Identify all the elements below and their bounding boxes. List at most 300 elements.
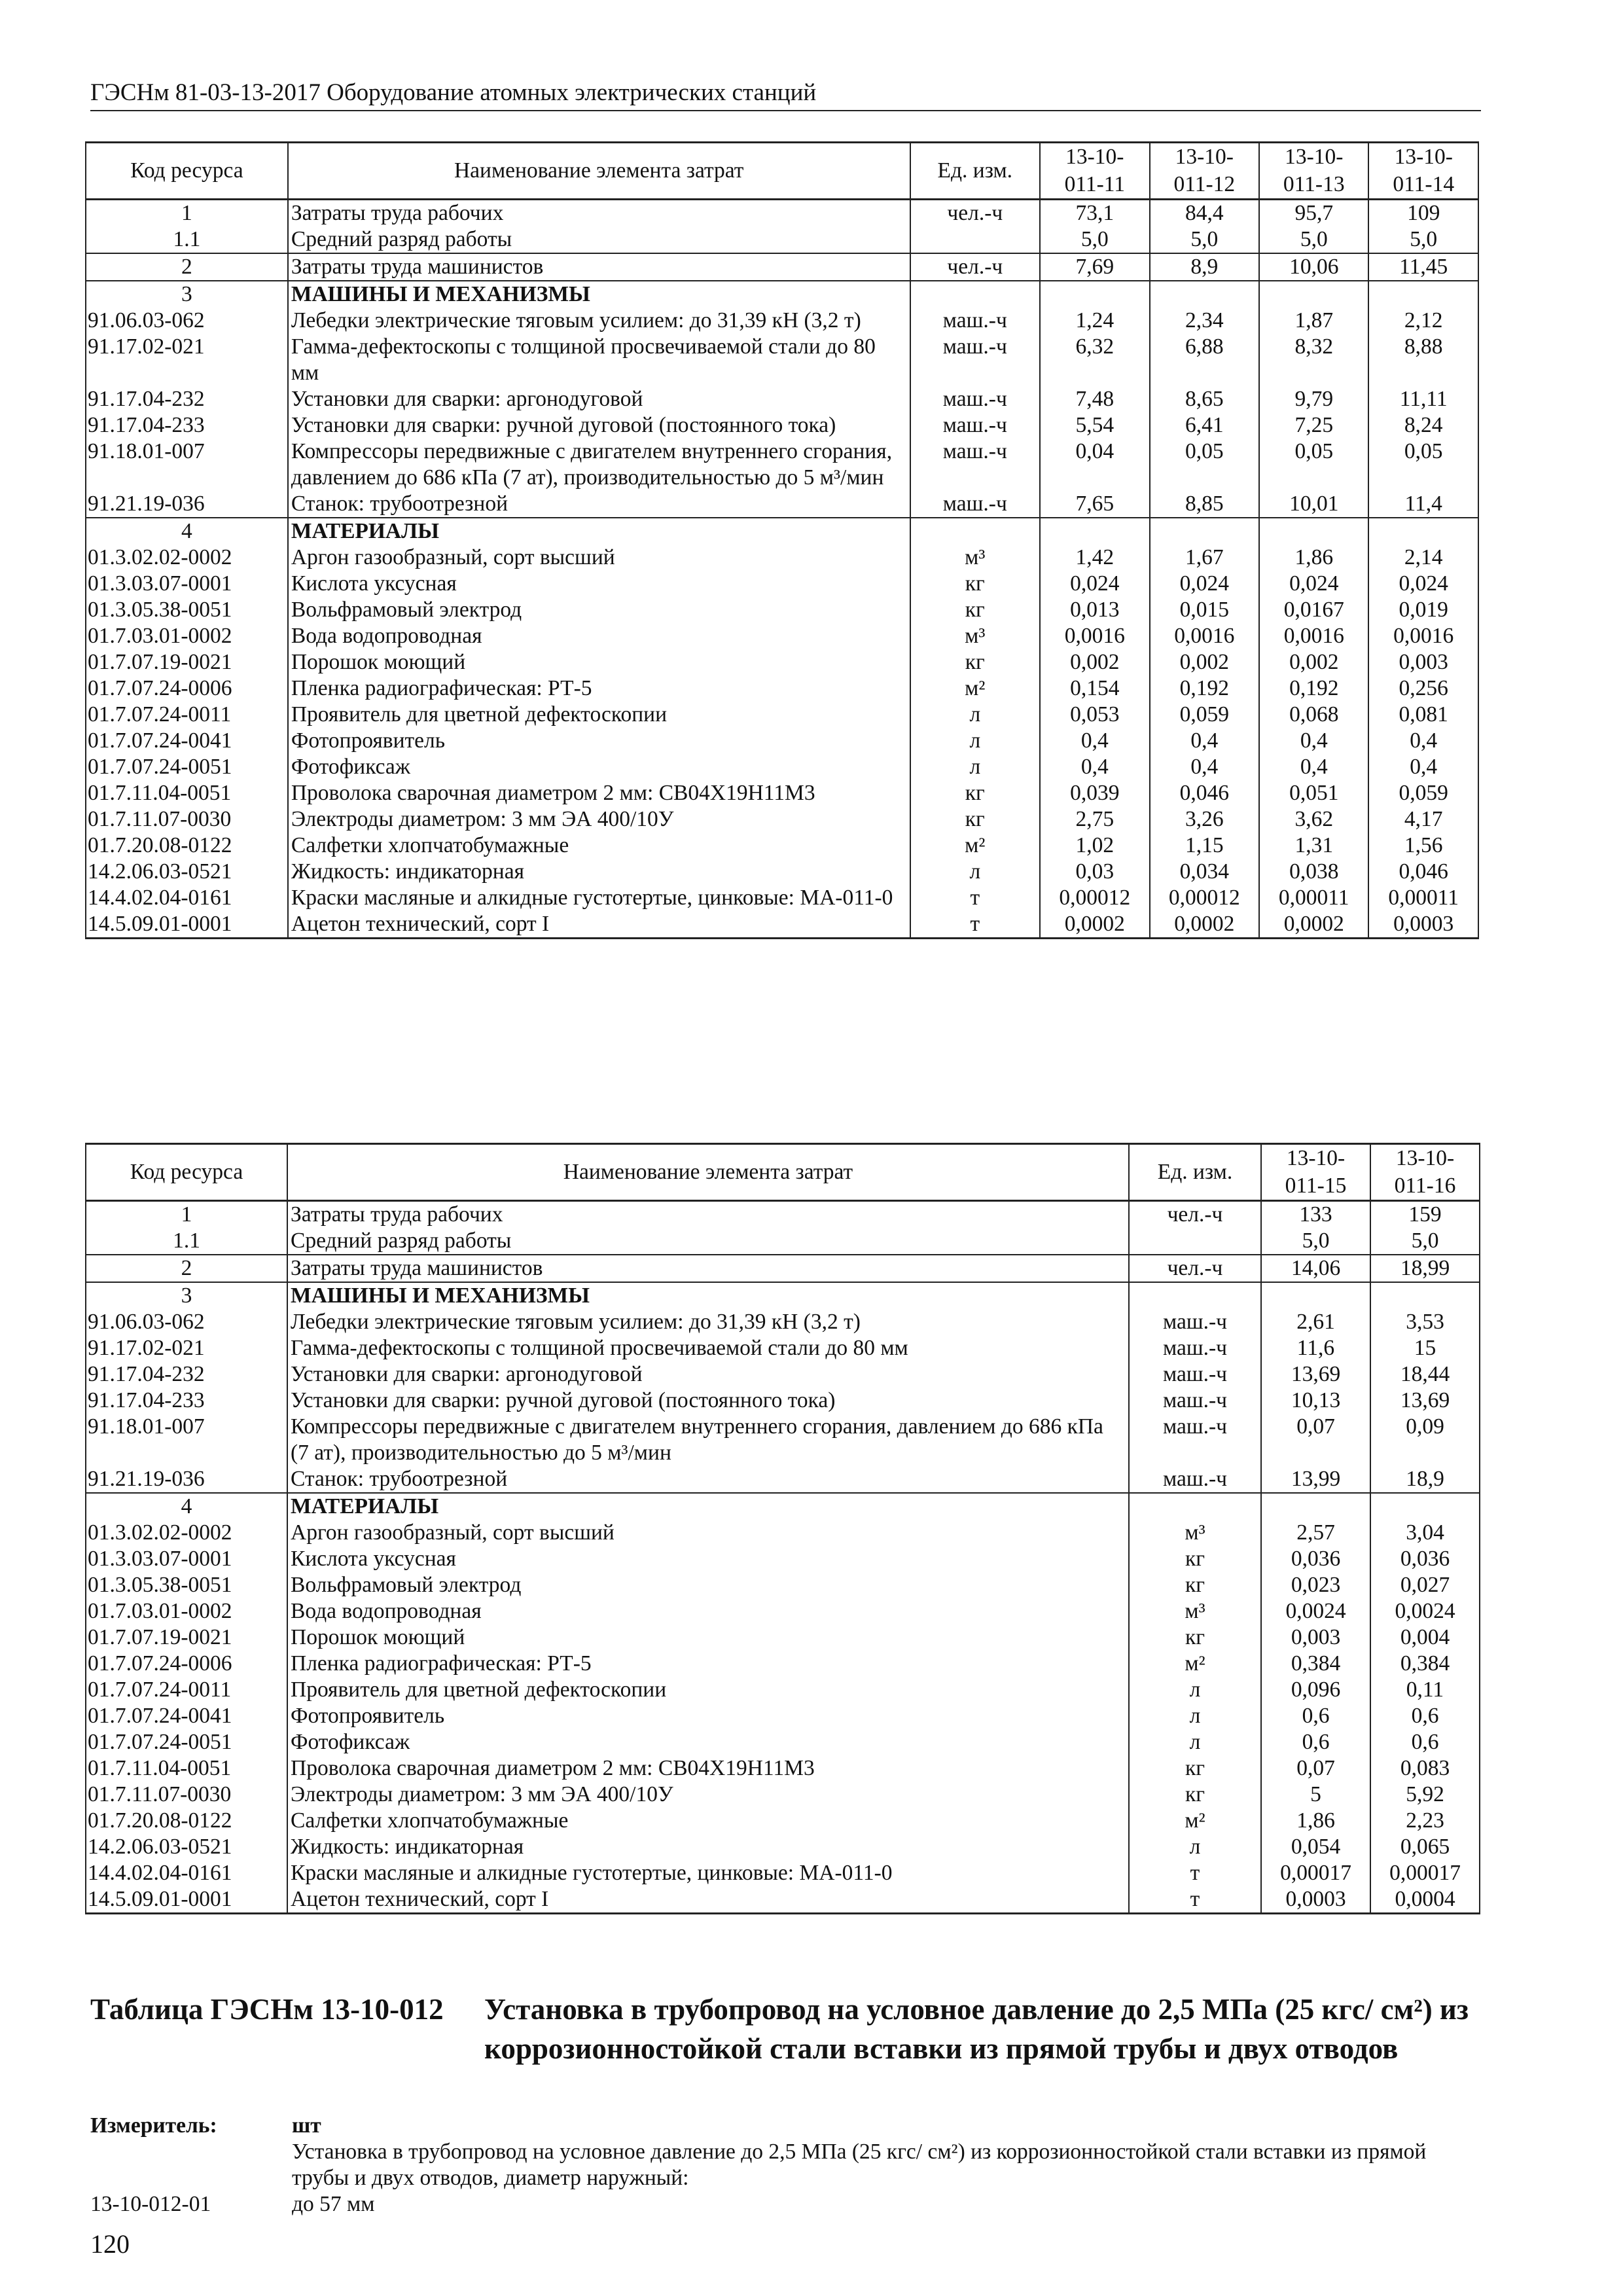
resource-unit: кг (910, 571, 1041, 597)
resource-name: Вольфрамовый электрод (287, 1572, 1129, 1598)
table-row (86, 1860, 1480, 1886)
resource-value: 5,0 (1368, 226, 1478, 253)
resource-code: 14.5.09.01-0001 (86, 1886, 287, 1914)
resource-code: 91.17.02-021 (86, 1335, 287, 1361)
resource-value: 2,14 (1368, 545, 1478, 571)
resource-value: 0,0167 (1259, 597, 1368, 623)
resource-name: Электроды диаметром: 3 мм ЭА 400/10У (288, 806, 910, 833)
table-row (86, 1624, 1480, 1651)
resource-value: 8,24 (1368, 412, 1478, 439)
resource-name: Лебедки электрические тяговым усилием: до 31,39 кН (3,2 т) (288, 308, 910, 334)
resource-value: 0,034 (1150, 859, 1259, 885)
col-header-12: 13-10- 011-12 (1150, 143, 1259, 200)
resource-value: 0,05 (1150, 439, 1259, 491)
resource-name: МАШИНЫ И МЕХАНИЗМЫ (287, 1282, 1129, 1309)
item-text: до 57 мм (292, 2192, 375, 2216)
resource-value: 0,038 (1259, 859, 1368, 885)
resource-value: 2,34 (1150, 308, 1259, 334)
resource-name: Компрессоры передвижные с двигателем внутреннего сгорания, давлением до 686 кПа (7 ат), производительностью до 5 м³/мин (287, 1414, 1129, 1466)
item-code: 13-10-012-01 (90, 2192, 211, 2216)
resource-value: 0,053 (1040, 702, 1149, 728)
resource-unit: т (1129, 1860, 1261, 1886)
table-row (86, 1651, 1480, 1677)
resource-code: 2 (86, 253, 288, 281)
resource-value: 0,192 (1259, 675, 1368, 702)
resource-unit: л (1129, 1677, 1261, 1703)
table-row (86, 623, 1478, 649)
resource-code: 91.18.01-007 (86, 439, 288, 491)
resource-name: МАШИНЫ И МЕХАНИЗМЫ (288, 281, 910, 308)
resource-value: 5,0 (1261, 1228, 1370, 1255)
resource-value: 0,083 (1370, 1755, 1480, 1782)
resource-value: 8,65 (1150, 386, 1259, 412)
resource-name: Порошок моющий (287, 1624, 1129, 1651)
resource-unit (910, 518, 1041, 545)
resource-value: 0,384 (1370, 1651, 1480, 1677)
table-row (86, 859, 1478, 885)
resource-value: 10,01 (1259, 491, 1368, 518)
resource-value: 3,04 (1370, 1520, 1480, 1546)
resource-value: 0,013 (1040, 597, 1149, 623)
resource-value: 0,4 (1040, 728, 1149, 754)
resource-name: Фотопроявитель (287, 1703, 1129, 1729)
resource-value: 0,0016 (1040, 623, 1149, 649)
resource-value: 0,0002 (1150, 911, 1259, 939)
resource-name: Фотофиксаж (288, 754, 910, 780)
resource-value: 2,57 (1261, 1520, 1370, 1546)
table-row (86, 412, 1478, 439)
table-row (86, 386, 1478, 412)
resource-code: 3 (86, 281, 288, 308)
resource-code: 3 (86, 1282, 287, 1309)
resource-name: Средний разряд работы (287, 1228, 1129, 1255)
resource-name: Установки для сварки: ручной дуговой (постоянного тока) (287, 1388, 1129, 1414)
resource-name: Гамма-дефектоскопы с толщиной просвечиваемой стали до 80 мм (287, 1335, 1129, 1361)
resource-unit: л (910, 702, 1041, 728)
resource-value: 0,4 (1040, 754, 1149, 780)
resource-value (1261, 1493, 1370, 1520)
resource-code: 01.7.07.24-0011 (86, 1677, 287, 1703)
table-row (86, 439, 1478, 491)
table-row (86, 1335, 1480, 1361)
resource-value: 0,4 (1368, 728, 1478, 754)
resource-code: 14.2.06.03-0521 (86, 1834, 287, 1860)
resource-code: 01.7.07.24-0006 (86, 675, 288, 702)
resource-value: 0,003 (1261, 1624, 1370, 1651)
resource-value: 0,07 (1261, 1755, 1370, 1782)
resource-unit (1129, 1493, 1261, 1520)
resource-code: 01.7.20.08-0122 (86, 833, 288, 859)
resource-unit: л (910, 754, 1041, 780)
resource-unit: кг (910, 597, 1041, 623)
table-row (86, 728, 1478, 754)
resource-value: 5,92 (1370, 1782, 1480, 1808)
resource-value: 1,42 (1040, 545, 1149, 571)
resource-value: 159 (1370, 1201, 1480, 1229)
resource-value (1261, 1282, 1370, 1309)
resource-value: 13,69 (1370, 1388, 1480, 1414)
resource-unit: маш.-ч (910, 439, 1041, 491)
table-row (86, 1255, 1480, 1282)
resource-value: 9,79 (1259, 386, 1368, 412)
meter-description: Установка в трубопровод на условное давление до 2,5 МПа (25 кгс/ см²) из коррозионностойкой стали вставки из прямой трубы и двух отводов, диаметр наружный: (292, 2140, 1427, 2190)
resource-name: Проявитель для цветной дефектоскопии (287, 1677, 1129, 1703)
resource-value: 0,051 (1259, 780, 1368, 806)
resource-value: 8,32 (1259, 334, 1368, 386)
resource-name: Установки для сварки: аргонодуговой (288, 386, 910, 412)
resource-code: 91.17.02-021 (86, 334, 288, 386)
table-row (86, 1228, 1480, 1255)
table-row (86, 1309, 1480, 1335)
table-row (86, 1466, 1480, 1493)
resource-unit: маш.-ч (910, 412, 1041, 439)
resource-value: 0,05 (1368, 439, 1478, 491)
resource-value: 10,13 (1261, 1388, 1370, 1414)
col-header-unit: Ед. изм. (1129, 1144, 1261, 1201)
page-number: 120 (90, 2229, 130, 2259)
table-row (86, 253, 1478, 281)
resource-value: 0,154 (1040, 675, 1149, 702)
table-row (86, 885, 1478, 911)
resource-name: Средний разряд работы (288, 226, 910, 253)
col-header-14: 13-10- 011-14 (1368, 143, 1478, 200)
resource-unit: м² (910, 833, 1041, 859)
resource-name: Салфетки хлопчатобумажные (288, 833, 910, 859)
table-row (86, 806, 1478, 833)
resource-code: 01.7.03.01-0002 (86, 1598, 287, 1624)
resource-value: 0,09 (1370, 1414, 1480, 1466)
resource-value: 0,192 (1150, 675, 1259, 702)
resource-value: 1,56 (1368, 833, 1478, 859)
resource-name: Вода водопроводная (287, 1598, 1129, 1624)
resource-code: 01.3.05.38-0051 (86, 597, 288, 623)
resource-value: 0,00011 (1259, 885, 1368, 911)
resource-unit (1129, 1282, 1261, 1309)
resource-name: Аргон газообразный, сорт высший (287, 1520, 1129, 1546)
resource-unit: маш.-ч (910, 334, 1041, 386)
resource-value (1040, 518, 1149, 545)
resource-unit: кг (1129, 1755, 1261, 1782)
table-row (86, 1808, 1480, 1834)
table-row (86, 833, 1478, 859)
resource-code: 2 (86, 1255, 287, 1282)
resource-value: 0,046 (1150, 780, 1259, 806)
resource-value: 0,096 (1261, 1677, 1370, 1703)
resource-code: 91.21.19-036 (86, 491, 288, 518)
resource-value: 0,015 (1150, 597, 1259, 623)
table-row (86, 1388, 1480, 1414)
resource-unit: м³ (1129, 1520, 1261, 1546)
table-row (86, 281, 1478, 308)
resource-value: 0,00017 (1261, 1860, 1370, 1886)
resource-unit: кг (910, 806, 1041, 833)
resource-unit (910, 281, 1041, 308)
table-row (86, 702, 1478, 728)
resource-code: 01.7.11.04-0051 (86, 1755, 287, 1782)
resource-unit: л (1129, 1834, 1261, 1860)
resource-name: Проволока сварочная диаметром 2 мм: СВ04Х19Н11М3 (288, 780, 910, 806)
resource-unit: л (1129, 1729, 1261, 1755)
table-row (86, 226, 1478, 253)
col-header-15: 13-10- 011-15 (1261, 1144, 1370, 1201)
resource-name: Ацетон технический, сорт I (288, 911, 910, 939)
resource-value: 14,06 (1261, 1255, 1370, 1282)
table-row (86, 1201, 1480, 1229)
resource-value: 7,69 (1040, 253, 1149, 281)
resource-value: 1,15 (1150, 833, 1259, 859)
resource-code: 91.17.04-232 (86, 1361, 287, 1388)
resource-unit: чел.-ч (910, 253, 1041, 281)
resource-unit: чел.-ч (1129, 1255, 1261, 1282)
resource-value: 8,9 (1150, 253, 1259, 281)
resource-code: 1.1 (86, 226, 288, 253)
resource-code: 91.17.04-232 (86, 386, 288, 412)
resource-code: 91.17.04-233 (86, 1388, 287, 1414)
resource-unit: т (910, 911, 1041, 939)
resource-code: 01.7.07.24-0011 (86, 702, 288, 728)
resource-code: 01.7.07.24-0051 (86, 754, 288, 780)
resource-value: 73,1 (1040, 200, 1149, 227)
resource-name: Ацетон технический, сорт I (287, 1886, 1129, 1914)
resource-code: 14.5.09.01-0001 (86, 911, 288, 939)
table-row (86, 200, 1478, 227)
resource-name: Фотофиксаж (287, 1729, 1129, 1755)
table-row (86, 911, 1478, 939)
resource-code: 01.7.07.24-0006 (86, 1651, 287, 1677)
resource-value: 0,002 (1150, 649, 1259, 675)
resource-value: 18,99 (1370, 1255, 1480, 1282)
resource-code: 01.7.07.24-0041 (86, 1703, 287, 1729)
resource-value: 133 (1261, 1201, 1370, 1229)
resource-name: Порошок моющий (288, 649, 910, 675)
resource-value: 0,6 (1370, 1729, 1480, 1755)
resource-code: 91.06.03-062 (86, 1309, 287, 1335)
resource-value: 0,024 (1150, 571, 1259, 597)
resource-value: 6,41 (1150, 412, 1259, 439)
resource-value (1259, 518, 1368, 545)
table-row (86, 1703, 1480, 1729)
table-row (86, 1598, 1480, 1624)
resource-unit: чел.-ч (910, 200, 1041, 227)
resource-value: 0,11 (1370, 1677, 1480, 1703)
resource-value: 0,4 (1259, 728, 1368, 754)
table-row (86, 675, 1478, 702)
table-row (86, 1755, 1480, 1782)
table-row (86, 1361, 1480, 1388)
resource-code: 91.21.19-036 (86, 1466, 287, 1493)
resource-unit: маш.-ч (910, 386, 1041, 412)
table-header-row (86, 1144, 1480, 1201)
resource-unit: м² (1129, 1651, 1261, 1677)
resource-code: 91.17.04-233 (86, 412, 288, 439)
resource-value: 1,86 (1261, 1808, 1370, 1834)
resource-name: Пленка радиографическая: РТ-5 (287, 1651, 1129, 1677)
resource-unit: л (910, 728, 1041, 754)
resource-value: 5,0 (1370, 1228, 1480, 1255)
resource-code: 4 (86, 1493, 287, 1520)
resource-code: 01.7.07.19-0021 (86, 1624, 287, 1651)
resource-value: 0,081 (1368, 702, 1478, 728)
resource-value: 18,44 (1370, 1361, 1480, 1388)
resource-code: 01.3.03.07-0001 (86, 571, 288, 597)
resource-name: Проявитель для цветной дефектоскопии (288, 702, 910, 728)
resource-value: 3,26 (1150, 806, 1259, 833)
table-row (86, 491, 1478, 518)
resource-value: 0,002 (1259, 649, 1368, 675)
resource-name: Затраты труда машинистов (288, 253, 910, 281)
resource-value (1368, 518, 1478, 545)
resource-value: 0,024 (1368, 571, 1478, 597)
resource-code: 01.7.07.24-0051 (86, 1729, 287, 1755)
resource-unit: маш.-ч (1129, 1309, 1261, 1335)
resource-value: 0,05 (1259, 439, 1368, 491)
resource-value: 0,00011 (1368, 885, 1478, 911)
resource-name: МАТЕРИАЛЫ (287, 1493, 1129, 1520)
resource-value: 84,4 (1150, 200, 1259, 227)
resource-value: 0,0004 (1370, 1886, 1480, 1914)
resource-name: Станок: трубоотрезной (287, 1466, 1129, 1493)
resource-value: 0,046 (1368, 859, 1478, 885)
resource-value: 4,17 (1368, 806, 1478, 833)
resource-value: 0,384 (1261, 1651, 1370, 1677)
resource-unit: маш.-ч (1129, 1361, 1261, 1388)
resource-value: 6,88 (1150, 334, 1259, 386)
resource-name: Электроды диаметром: 3 мм ЭА 400/10У (287, 1782, 1129, 1808)
resource-value (1370, 1282, 1480, 1309)
resource-value: 0,04 (1040, 439, 1149, 491)
resource-value: 8,85 (1150, 491, 1259, 518)
table-row (86, 1677, 1480, 1703)
resource-unit: т (1129, 1886, 1261, 1914)
resource-value (1259, 281, 1368, 308)
table-row (86, 1546, 1480, 1572)
resource-value (1040, 281, 1149, 308)
resource-unit: маш.-ч (1129, 1335, 1261, 1361)
resource-name: Краски масляные и алкидные густотертые, цинковые: МА-011-0 (288, 885, 910, 911)
resource-unit: маш.-ч (910, 308, 1041, 334)
resource-value: 0,4 (1150, 754, 1259, 780)
resource-value: 0,0016 (1368, 623, 1478, 649)
resource-unit: м² (910, 675, 1041, 702)
resource-value: 1,67 (1150, 545, 1259, 571)
resource-value: 0,0016 (1150, 623, 1259, 649)
resource-value: 0,0003 (1368, 911, 1478, 939)
resource-code: 1.1 (86, 1228, 287, 1255)
resource-value: 3,62 (1259, 806, 1368, 833)
col-header-13: 13-10- 011-13 (1259, 143, 1368, 200)
resource-value: 11,4 (1368, 491, 1478, 518)
resource-code: 1 (86, 1201, 287, 1229)
table-row (86, 545, 1478, 571)
resource-value: 0,6 (1261, 1729, 1370, 1755)
resource-value: 11,11 (1368, 386, 1478, 412)
resource-value: 109 (1368, 200, 1478, 227)
table-row (86, 518, 1478, 545)
resource-value: 1,31 (1259, 833, 1368, 859)
resource-value: 0,00012 (1040, 885, 1149, 911)
resource-value: 11,45 (1368, 253, 1478, 281)
resource-value: 0,0024 (1370, 1598, 1480, 1624)
col-header-code: Код ресурса (86, 143, 288, 200)
resource-value: 0,024 (1259, 571, 1368, 597)
resource-code: 14.4.02.04-0161 (86, 1860, 287, 1886)
resource-value: 0,004 (1370, 1624, 1480, 1651)
resource-value: 0,002 (1040, 649, 1149, 675)
resource-name: Установки для сварки: ручной дуговой (постоянного тока) (288, 412, 910, 439)
resource-name: Кислота уксусная (288, 571, 910, 597)
col-header-16: 13-10- 011-16 (1370, 1144, 1480, 1201)
resource-value: 0,036 (1370, 1546, 1480, 1572)
resource-name: Краски масляные и алкидные густотертые, цинковые: МА-011-0 (287, 1860, 1129, 1886)
resource-name: Проволока сварочная диаметром 2 мм: СВ04Х19Н11М3 (287, 1755, 1129, 1782)
resource-name: Установки для сварки: аргонодуговой (287, 1361, 1129, 1388)
table-row (86, 308, 1478, 334)
resource-value: 1,86 (1259, 545, 1368, 571)
resource-value: 13,99 (1261, 1466, 1370, 1493)
table-row (86, 571, 1478, 597)
table-row (86, 1520, 1480, 1546)
table-row (86, 780, 1478, 806)
table-row (86, 1834, 1480, 1860)
table-row (86, 1572, 1480, 1598)
resource-value: 0,019 (1368, 597, 1478, 623)
resource-table-2 (85, 1143, 1480, 1914)
table-row (86, 1282, 1480, 1309)
table-body (86, 1201, 1480, 1914)
resource-name: Жидкость: индикаторная (288, 859, 910, 885)
resource-unit: кг (910, 780, 1041, 806)
resource-value: 0,0002 (1259, 911, 1368, 939)
resource-unit (910, 226, 1041, 253)
table-row (86, 649, 1478, 675)
resource-value: 0,4 (1150, 728, 1259, 754)
table-row (86, 1414, 1480, 1466)
table-row (86, 1886, 1480, 1914)
resource-value: 18,9 (1370, 1466, 1480, 1493)
resource-value: 0,4 (1368, 754, 1478, 780)
resource-code: 01.7.11.07-0030 (86, 806, 288, 833)
resource-code: 01.7.11.07-0030 (86, 1782, 287, 1808)
resource-unit: м² (1129, 1808, 1261, 1834)
resource-value: 2,12 (1368, 308, 1478, 334)
resource-value: 10,06 (1259, 253, 1368, 281)
resource-unit: л (910, 859, 1041, 885)
resource-name: Кислота уксусная (287, 1546, 1129, 1572)
col-header-code: Код ресурса (86, 1144, 287, 1201)
resource-value: 2,23 (1370, 1808, 1480, 1834)
resource-value: 0,00012 (1150, 885, 1259, 911)
resource-value: 7,25 (1259, 412, 1368, 439)
resource-value: 0,4 (1259, 754, 1368, 780)
resource-value: 0,059 (1368, 780, 1478, 806)
table-row (86, 1493, 1480, 1520)
resource-value (1368, 281, 1478, 308)
resource-name: Гамма-дефектоскопы с толщиной просвечиваемой стали до 80 мм (288, 334, 910, 386)
resource-value: 5,54 (1040, 412, 1149, 439)
meter-label: Измеритель: (90, 2113, 217, 2138)
table-header-row (86, 143, 1478, 200)
resource-value: 1,02 (1040, 833, 1149, 859)
resource-unit: кг (1129, 1624, 1261, 1651)
resource-value: 7,48 (1040, 386, 1149, 412)
resource-value: 0,036 (1261, 1546, 1370, 1572)
resource-value: 0,065 (1370, 1834, 1480, 1860)
resource-name: Затраты труда машинистов (287, 1255, 1129, 1282)
resource-value: 0,0024 (1261, 1598, 1370, 1624)
resource-code: 1 (86, 200, 288, 227)
table-row (86, 1729, 1480, 1755)
resource-value (1370, 1493, 1480, 1520)
